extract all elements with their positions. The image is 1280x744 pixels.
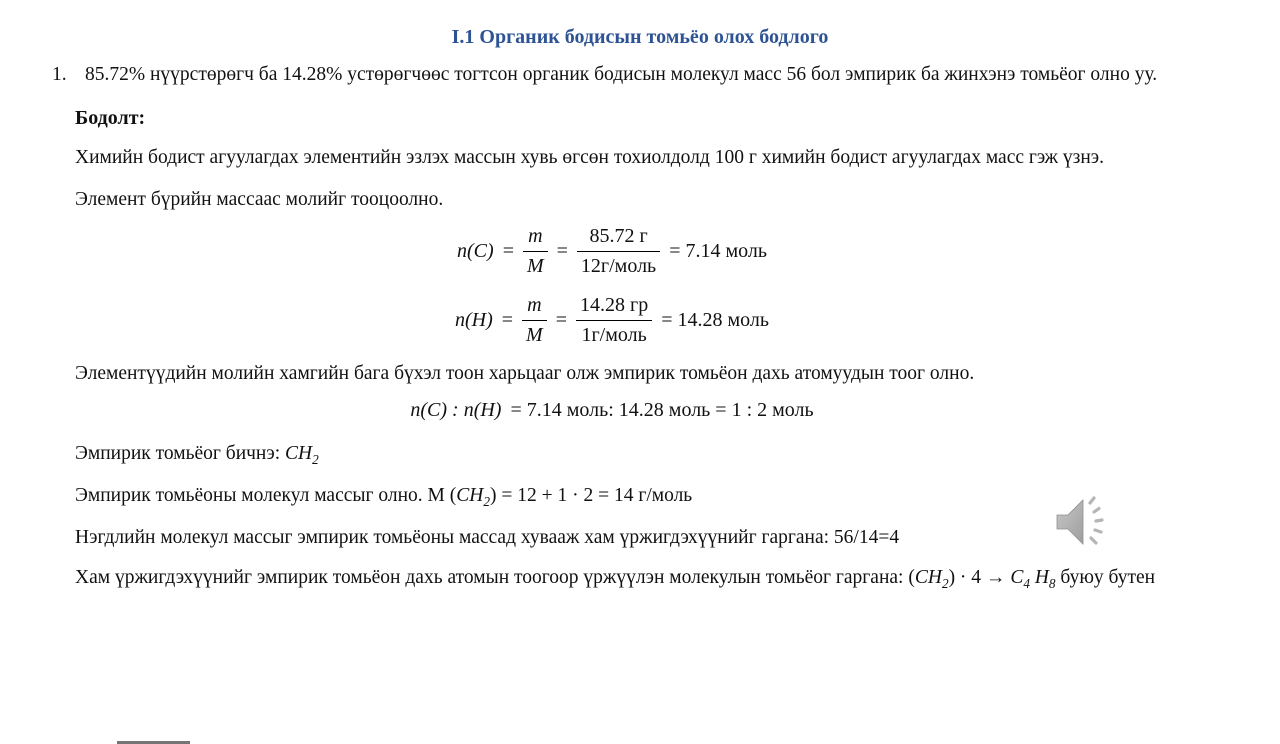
equation-lhs: n(C) : n(H) (410, 399, 502, 421)
formula-CH: CH (285, 443, 313, 464)
equation-carbon-moles (47, 223, 1177, 280)
equation-hydrogen-moles (47, 292, 1177, 349)
formula-subscript: 8 (1048, 575, 1056, 591)
fraction-m-over-M (523, 223, 548, 280)
fraction-denominator: M (522, 320, 547, 349)
problem-number: 1. (52, 64, 67, 85)
fraction-numerator: m (527, 294, 542, 316)
fraction-m-over-M (522, 292, 547, 349)
solution-paragraph-4 (75, 439, 1205, 469)
solution-paragraph-3: Элементүүдийн молийн хамгийн бага бүхэл тоон харьцааг олж эмпирик томьёон дахь атомуудын тоог олно. (75, 363, 975, 384)
arrow-glyph: → (985, 567, 1011, 588)
equals-sign: = (556, 240, 568, 262)
formula-H8: H (1034, 567, 1049, 588)
text-segment: Эмпирик томьёоны молекул массыг олно. М ( (75, 485, 457, 506)
equation-mole-ratio (47, 395, 1177, 425)
fraction-denominator: M (523, 251, 548, 280)
equation-result: = 7.14 моль (669, 240, 767, 262)
equals-sign: = (501, 309, 514, 331)
formula-subscript: 2 (941, 575, 949, 591)
problem-item (52, 60, 1205, 89)
fraction-numerator: 85.72 г (589, 225, 648, 247)
solution-paragraph-6: Нэгдлийн молекул массыг эмпирик томьёоны массад хувааж хам үржигдэхүүнийг гаргана: 56/14=4 (75, 527, 900, 548)
formula-subscript: 2 (312, 451, 319, 467)
fraction-mass-over-molar (576, 292, 652, 349)
formula-subscript: 4 (1023, 575, 1030, 591)
text-segment: ) = 12 + 1 · 2 = 14 г/моль (489, 485, 693, 506)
slide (0, 24, 1280, 744)
speaker-icon (1046, 490, 1110, 554)
equation-result: = 7.14 моль: 14.28 моль = 1 : 2 моль (510, 399, 814, 421)
solution-paragraph-1: Химийн бодист агуулагдах элементийн эзлэх массын хувь өгсөн тохиолдолд 100 г химийн бодист агуулагдах масс гэж үзнэ. (75, 147, 1105, 168)
fraction-numerator: 14.28 гр (580, 294, 649, 316)
fraction-mass-over-molar (577, 223, 660, 280)
solution-paragraph-2: Элемент бүрийн массаас молийг тооцоолно. (75, 189, 444, 210)
equation-lhs: n(C) (457, 240, 494, 262)
equals-sign: = (555, 309, 567, 331)
fraction-denominator: 1г/моль (576, 320, 652, 349)
equals-sign: = (502, 240, 514, 262)
page-title: I.1 Органик бодисын томьёо олох бодлого (451, 26, 829, 48)
formula-C4: C (1010, 567, 1024, 588)
text-segment: ) · 4 (948, 567, 986, 588)
solution-paragraph-7 (75, 563, 1205, 593)
solution-paragraph-5 (75, 481, 1205, 511)
fraction-denominator: 12г/моль (577, 251, 660, 280)
equation-lhs: n(H) (455, 309, 493, 331)
fraction-numerator: m (528, 225, 543, 247)
equation-result: = 14.28 моль (661, 309, 769, 331)
text-segment: Эмпирик томьёог бичнэ: (75, 443, 286, 464)
formula-CH: CH (914, 567, 942, 588)
solution-heading: Бодолт: (75, 107, 146, 129)
formula-CH: CH (456, 485, 484, 506)
audio-button[interactable] (1046, 490, 1110, 554)
text-segment: Хам үржигдэхүүнийг эмпирик томьёон дахь атомын тоогоор үржүүлэн молекулын томьёог гаргана: ( (75, 567, 915, 588)
text-segment: буюу бутен (1055, 567, 1156, 588)
problem-text: 85.72% нүүрстөрөгч ба 14.28% устөрөгчөөс тогтсон органик бодисын молекул масс 56 бол эмпирик ба жинхэнэ томьёог олно уу. (85, 64, 1158, 85)
formula-subscript: 2 (483, 493, 490, 509)
